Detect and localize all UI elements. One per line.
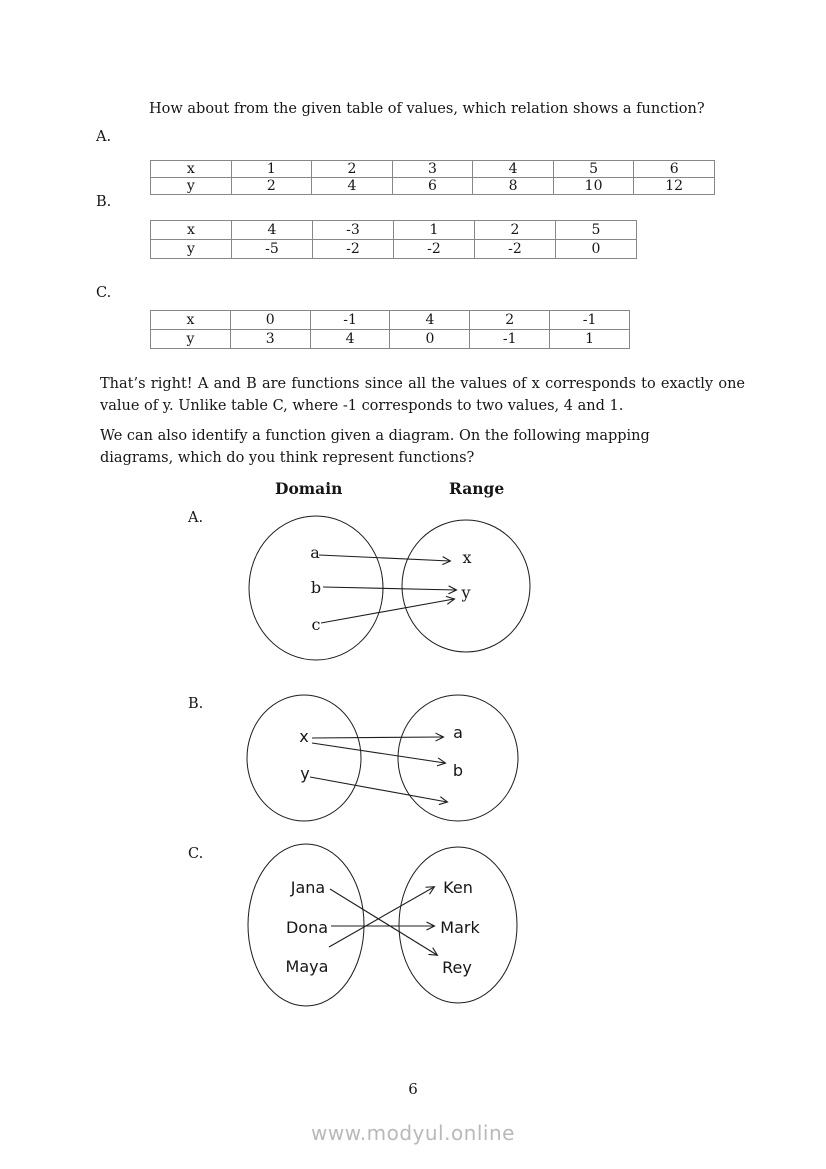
table-cell: -1 [310, 311, 390, 330]
range-oval [398, 695, 518, 821]
table-cell: x [151, 311, 231, 330]
table-cell: -2 [313, 240, 394, 259]
diagram-c-label: C. [188, 846, 204, 862]
table-b-row-y [151, 240, 637, 259]
table-c-row-x [151, 311, 630, 330]
mapping-diagram-a [240, 503, 540, 675]
mapping-diagram-c [240, 838, 540, 1013]
paragraph-mapping-intro: We can also identify a function given a diagram. On the following mapping diagrams, which do you think represent functions? [100, 428, 650, 466]
arrow-x-to-a [312, 737, 443, 738]
arrow-c-to-y [321, 599, 454, 623]
table-cell: y [151, 178, 232, 195]
range-item-label: Mark [440, 918, 480, 937]
table-cell: 10 [553, 178, 634, 195]
table-cell: 0 [230, 311, 310, 330]
table-a-row-x [151, 161, 715, 178]
table-cell: 3 [392, 161, 473, 178]
domain-item-label: y [300, 764, 310, 783]
domain-item-label: Dona [285, 918, 329, 937]
table-cell: 5 [556, 221, 637, 240]
arrow-y-to-unlabeled [310, 777, 447, 802]
table-cell: y [151, 330, 231, 349]
table-cell: 2 [231, 178, 312, 195]
range-item-label: b [452, 761, 464, 780]
watermark: www.modyul.online [311, 1121, 515, 1145]
table-cell: 8 [473, 178, 554, 195]
domain-item-label: Maya [285, 957, 329, 976]
table-cell: 2 [470, 311, 550, 330]
range-item-label: Ken [443, 878, 473, 897]
table-cell: 3 [230, 330, 310, 349]
page-number: 6 [408, 1080, 418, 1098]
table-cell: 4 [232, 221, 313, 240]
table-cell: 1 [231, 161, 312, 178]
table-cell: 4 [390, 311, 470, 330]
table-cell: 2 [475, 221, 556, 240]
domain-item-label: Jana [290, 878, 326, 897]
table-cell: -3 [313, 221, 394, 240]
table-cell: 4 [312, 178, 393, 195]
table-cell: 0 [390, 330, 470, 349]
table-cell: 1 [394, 221, 475, 240]
domain-header: Domain [275, 479, 343, 498]
domain-item-label: b [310, 578, 322, 597]
table-cell: -1 [550, 311, 630, 330]
mapping-diagram-b [240, 690, 540, 832]
table-cell: 6 [392, 178, 473, 195]
table-cell: 6 [634, 161, 715, 178]
arrow-maya-to-ken [329, 887, 434, 947]
table-cell: 4 [310, 330, 390, 349]
table-cell: -2 [475, 240, 556, 259]
table-cell: 4 [473, 161, 554, 178]
table-cell: 12 [634, 178, 715, 195]
table-cell: -5 [232, 240, 313, 259]
table-a-label: A. [96, 129, 112, 145]
value-table-a [150, 160, 715, 195]
table-cell: -2 [394, 240, 475, 259]
table-cell: x [151, 221, 232, 240]
table-cell: 1 [550, 330, 630, 349]
paragraph-functions-explanation: That’s right! A and B are functions since all the values of x corresponds to exactly one value of y. Unlike table C, where -1 corresponds to two values, 4 and 1. [100, 376, 745, 414]
table-cell: -1 [470, 330, 550, 349]
domain-item-label: c [311, 615, 321, 634]
range-item-label: x [462, 548, 472, 567]
range-item-label: a [453, 723, 463, 742]
table-c-row-y [151, 330, 630, 349]
table-b-label: B. [96, 194, 112, 210]
table-cell: 2 [312, 161, 393, 178]
range-header: Range [449, 479, 505, 498]
domain-oval [247, 695, 361, 821]
range-item-label: Rey [442, 958, 472, 977]
diagram-a-label: A. [188, 510, 204, 526]
table-cell: x [151, 161, 232, 178]
diagram-b-label: B. [188, 696, 204, 712]
value-table-b [150, 220, 637, 259]
domain-item-label: x [299, 727, 309, 746]
arrow-x-to-b [312, 743, 445, 763]
value-table-c [150, 310, 630, 349]
table-b-row-x [151, 221, 637, 240]
table-cell: 5 [553, 161, 634, 178]
domain-item-label: a [310, 543, 320, 562]
table-c-label: C. [96, 285, 112, 301]
arrow-b-to-y [323, 587, 456, 590]
range-item-label: y [461, 583, 471, 602]
table-a-row-y [151, 178, 715, 195]
arrow-a-to-x [319, 555, 450, 561]
table-cell: 0 [556, 240, 637, 259]
arrow-jana-to-rey [330, 889, 437, 955]
table-cell: y [151, 240, 232, 259]
question-heading: How about from the given table of values, which relation shows a function? [149, 101, 705, 117]
